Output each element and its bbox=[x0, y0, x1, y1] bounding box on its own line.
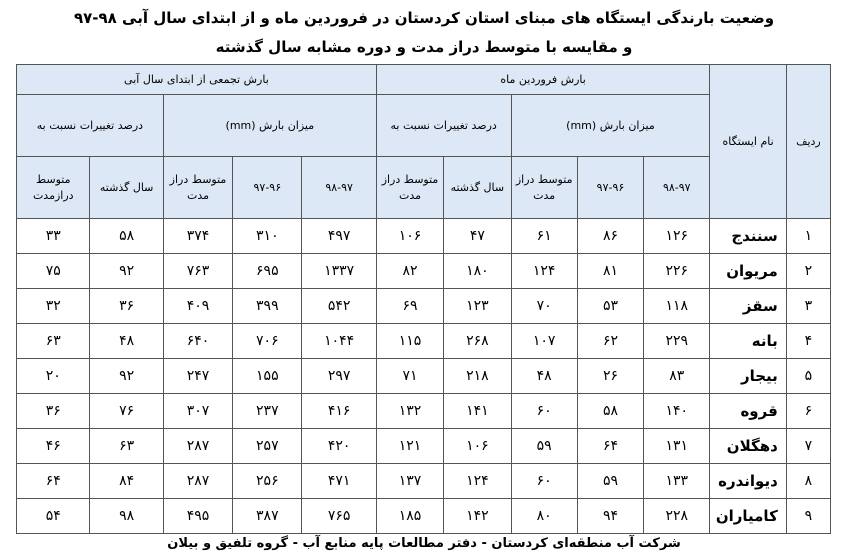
table-cell: ۶۰ bbox=[511, 394, 577, 429]
row-number: ۷ bbox=[786, 429, 830, 464]
table-cell: ۱۴۲ bbox=[444, 499, 511, 534]
header-longterm-pct: متوسط دراز مدت bbox=[376, 157, 443, 219]
table-cell: ۳۰۷ bbox=[163, 394, 232, 429]
table-cell: ۱۳۷ bbox=[376, 464, 443, 499]
table-row bbox=[17, 464, 831, 499]
table-cell: ۱۰۴۴ bbox=[302, 324, 376, 359]
table-cell: ۸۳ bbox=[644, 359, 710, 394]
table-cell: ۸۰ bbox=[511, 499, 577, 534]
table-cell: ۸۴ bbox=[90, 464, 163, 499]
row-number: ۲ bbox=[786, 254, 830, 289]
table-cell: ۶۴۰ bbox=[163, 324, 232, 359]
table-cell: ۱۴۱ bbox=[444, 394, 511, 429]
footer-credit: شرکت آب منطقه‌ای کردستان - دفتر مطالعات پایه منابع آب - گروه تلفیق و بیلان bbox=[167, 536, 681, 551]
table-cell: ۲۲۸ bbox=[644, 499, 710, 534]
table-cell: ۳۲ bbox=[17, 289, 90, 324]
rainfall-table bbox=[16, 64, 831, 534]
station-name: قروه bbox=[710, 394, 786, 429]
table-cell: ۷۶۵ bbox=[302, 499, 376, 534]
station-name: مریوان bbox=[710, 254, 786, 289]
table-cell: ۱۳۱ bbox=[644, 429, 710, 464]
table-cell: ۱۱۸ bbox=[644, 289, 710, 324]
header-pct-change: درصد تغییرات نسبت به bbox=[376, 95, 511, 157]
table-cell: ۱۵۵ bbox=[233, 359, 302, 394]
table-cell: ۹۲ bbox=[90, 254, 163, 289]
table-cell: ۲۰ bbox=[17, 359, 90, 394]
page-title: وضعیت بارندگی ایستگاه های مبنای استان کردستان در فروردین ماه و از ابتدای سال آبی ۹۸-۹۷ bbox=[73, 9, 775, 27]
header-longterm: متوسط دراز مدت bbox=[511, 157, 577, 219]
header-y9798: ۹۸-۹۷ bbox=[644, 157, 710, 219]
table-cell: ۱۸۵ bbox=[376, 499, 443, 534]
table-cell: ۱۰۶ bbox=[376, 219, 443, 254]
table-cell: ۱۴۰ bbox=[644, 394, 710, 429]
table-cell: ۴۸ bbox=[511, 359, 577, 394]
table-cell: ۱۰۷ bbox=[511, 324, 577, 359]
table-cell: ۱۳۲ bbox=[376, 394, 443, 429]
table-cell: ۶۴ bbox=[17, 464, 90, 499]
table-cell: ۱۲۶ bbox=[644, 219, 710, 254]
table-cell: ۷۰ bbox=[511, 289, 577, 324]
table-cell: ۳۶ bbox=[90, 289, 163, 324]
table-cell: ۷۰۶ bbox=[233, 324, 302, 359]
table-cell: ۳۱۰ bbox=[233, 219, 302, 254]
table-cell: ۱۲۳ bbox=[444, 289, 511, 324]
table-cell: ۶۲ bbox=[577, 324, 643, 359]
table-cell: ۳۳ bbox=[17, 219, 90, 254]
table-cell: ۱۲۴ bbox=[444, 464, 511, 499]
table-cell: ۹۸ bbox=[90, 499, 163, 534]
table-cell: ۹۴ bbox=[577, 499, 643, 534]
row-number: ۸ bbox=[786, 464, 830, 499]
header-longterm2-cumulative: متوسط درازمدت bbox=[17, 157, 90, 219]
table-cell: ۱۸۰ bbox=[444, 254, 511, 289]
header-cumulative: بارش تجمعی از ابتدای سال آبی bbox=[17, 65, 377, 95]
table-cell: ۲۲۶ bbox=[644, 254, 710, 289]
station-name: بیجار bbox=[710, 359, 786, 394]
table-cell: ۶۳ bbox=[17, 324, 90, 359]
table-cell: ۴۷۱ bbox=[302, 464, 376, 499]
table-cell: ۱۳۳۷ bbox=[302, 254, 376, 289]
table-cell: ۲۶۸ bbox=[444, 324, 511, 359]
table-cell: ۵۸ bbox=[90, 219, 163, 254]
table-cell: ۵۴۲ bbox=[302, 289, 376, 324]
table-cell: ۱۲۱ bbox=[376, 429, 443, 464]
row-number: ۱ bbox=[786, 219, 830, 254]
header-amount-mm: میزان بارش (mm) bbox=[511, 95, 710, 157]
row-number: ۶ bbox=[786, 394, 830, 429]
table-cell: ۷۶۳ bbox=[163, 254, 232, 289]
table-cell: ۵۴ bbox=[17, 499, 90, 534]
table-cell: ۷۱ bbox=[376, 359, 443, 394]
table-cell: ۶۱ bbox=[511, 219, 577, 254]
table-cell: ۶۳ bbox=[90, 429, 163, 464]
table-cell: ۴۸ bbox=[90, 324, 163, 359]
table-cell: ۲۲۹ bbox=[644, 324, 710, 359]
table-cell: ۶۹۵ bbox=[233, 254, 302, 289]
table-cell: ۲۸۷ bbox=[163, 429, 232, 464]
station-name: دهگلان bbox=[710, 429, 786, 464]
header-y9697: ۹۷-۹۶ bbox=[577, 157, 643, 219]
header-lastyear-cumulative: سال گذشته bbox=[90, 157, 163, 219]
table-row bbox=[17, 499, 831, 534]
table-cell: ۲۵۷ bbox=[233, 429, 302, 464]
table-cell: ۲۵۶ bbox=[233, 464, 302, 499]
header-longterm-cumulative: متوسط دراز مدت bbox=[163, 157, 232, 219]
table-cell: ۵۹ bbox=[577, 464, 643, 499]
row-number: ۳ bbox=[786, 289, 830, 324]
row-number: ۴ bbox=[786, 324, 830, 359]
table-body bbox=[17, 219, 831, 534]
table-cell: ۲۱۸ bbox=[444, 359, 511, 394]
station-name: سنندج bbox=[710, 219, 786, 254]
table-cell: ۷۶ bbox=[90, 394, 163, 429]
station-name: کامیاران bbox=[710, 499, 786, 534]
page-subtitle: و مقایسه با متوسط دراز مدت و دوره مشابه سال گذشته bbox=[215, 38, 633, 56]
table-row bbox=[17, 324, 831, 359]
table-cell: ۹۲ bbox=[90, 359, 163, 394]
table-row bbox=[17, 219, 831, 254]
table-cell: ۸۲ bbox=[376, 254, 443, 289]
table-cell: ۲۶ bbox=[577, 359, 643, 394]
table-cell: ۸۱ bbox=[577, 254, 643, 289]
station-name: بانه bbox=[710, 324, 786, 359]
table-cell: ۴۲۰ bbox=[302, 429, 376, 464]
table-cell: ۲۹۷ bbox=[302, 359, 376, 394]
table-cell: ۳۹۹ bbox=[233, 289, 302, 324]
table-cell: ۴۶ bbox=[17, 429, 90, 464]
table-cell: ۵۳ bbox=[577, 289, 643, 324]
header-amount-mm-cumulative: میزان بارش (mm) bbox=[163, 95, 376, 157]
table-cell: ۶۹ bbox=[376, 289, 443, 324]
table-cell: ۵۹ bbox=[511, 429, 577, 464]
table-cell: ۳۶ bbox=[17, 394, 90, 429]
table-cell: ۴۷ bbox=[444, 219, 511, 254]
station-name: دیواندره bbox=[710, 464, 786, 499]
table-cell: ۴۹۵ bbox=[163, 499, 232, 534]
table-row bbox=[17, 359, 831, 394]
table-row bbox=[17, 289, 831, 324]
header-lastyear: سال گذشته bbox=[444, 157, 511, 219]
table-cell: ۱۱۵ bbox=[376, 324, 443, 359]
table-cell: ۳۸۷ bbox=[233, 499, 302, 534]
table-cell: ۵۸ bbox=[577, 394, 643, 429]
table-cell: ۴۹۷ bbox=[302, 219, 376, 254]
header-station: نام ایستگاه bbox=[710, 65, 786, 219]
header-farvardin: بارش فروردین ماه bbox=[376, 65, 710, 95]
table-cell: ۸۶ bbox=[577, 219, 643, 254]
table-row bbox=[17, 429, 831, 464]
header-y9798-cumulative: ۹۸-۹۷ bbox=[302, 157, 376, 219]
header-y9697-cumulative: ۹۷-۹۶ bbox=[233, 157, 302, 219]
table-cell: ۲۴۷ bbox=[163, 359, 232, 394]
table-cell: ۶۰ bbox=[511, 464, 577, 499]
table-row bbox=[17, 394, 831, 429]
table-cell: ۱۰۶ bbox=[444, 429, 511, 464]
header-pct-change-cumulative: درصد تغییرات نسبت به bbox=[17, 95, 164, 157]
table-cell: ۲۳۷ bbox=[233, 394, 302, 429]
table-cell: ۲۸۷ bbox=[163, 464, 232, 499]
table-row bbox=[17, 254, 831, 289]
table-cell: ۴۰۹ bbox=[163, 289, 232, 324]
table-cell: ۳۷۴ bbox=[163, 219, 232, 254]
table-cell: ۷۵ bbox=[17, 254, 90, 289]
table-cell: ۴۱۶ bbox=[302, 394, 376, 429]
table-cell: ۱۳۳ bbox=[644, 464, 710, 499]
header-row-no: ردیف bbox=[786, 65, 830, 219]
row-number: ۵ bbox=[786, 359, 830, 394]
station-name: سقز bbox=[710, 289, 786, 324]
row-number: ۹ bbox=[786, 499, 830, 534]
table-cell: ۶۴ bbox=[577, 429, 643, 464]
table-cell: ۱۲۴ bbox=[511, 254, 577, 289]
